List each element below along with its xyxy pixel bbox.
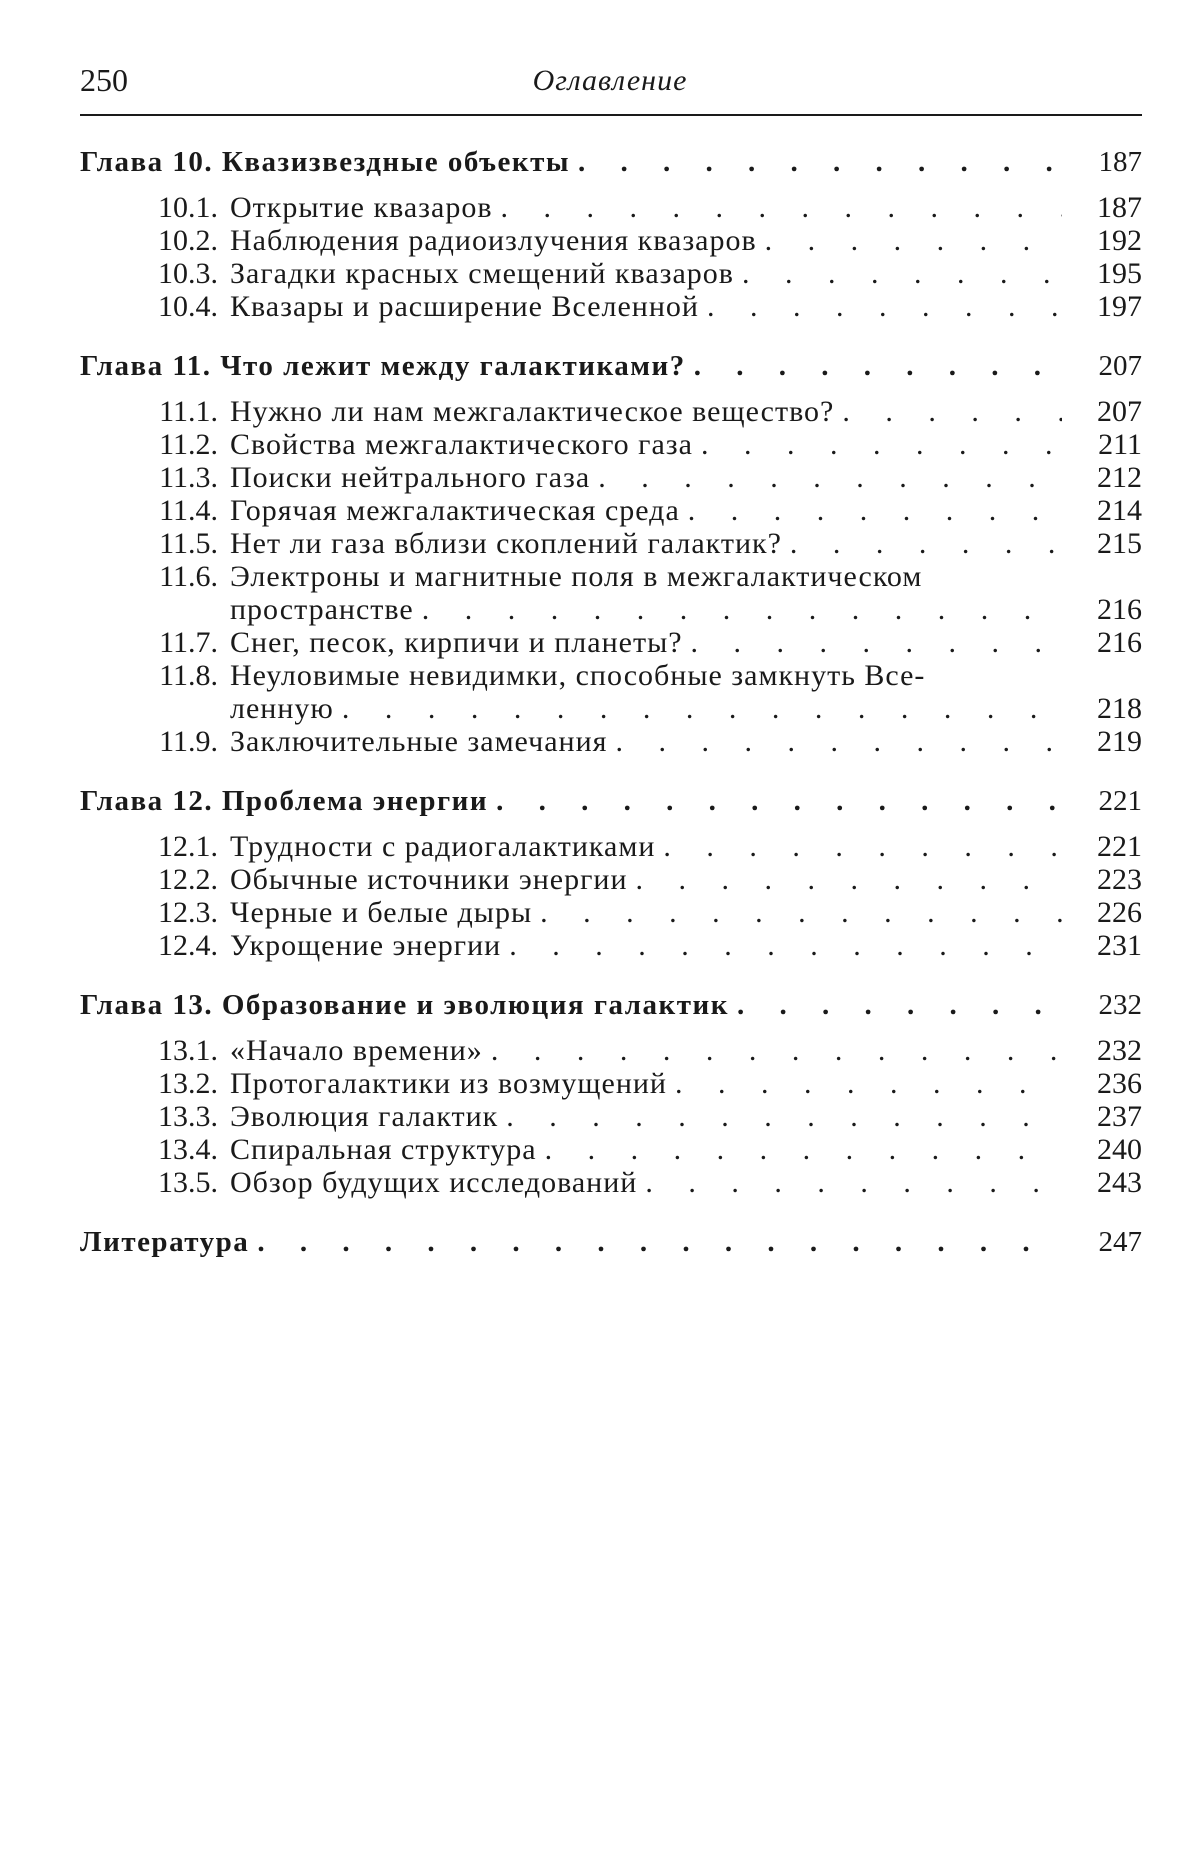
page-reference: 211 <box>1098 428 1142 461</box>
page-reference: 187 <box>1098 146 1142 178</box>
dot-leader <box>694 350 1062 383</box>
entry-title: ленную <box>230 692 334 725</box>
dot-leader <box>342 692 1062 725</box>
section-entry <box>80 560 1142 593</box>
section-number: 10.4. <box>158 290 218 323</box>
dot-leader <box>540 896 1062 929</box>
section-number: 11.9. <box>159 725 218 758</box>
dot-leader <box>675 1067 1062 1100</box>
chapter-block <box>80 989 1142 1199</box>
section-number: 11.8. <box>159 659 218 692</box>
dot-leader <box>491 1034 1062 1067</box>
dot-leader <box>842 395 1062 428</box>
section-number: 10.2. <box>158 224 218 257</box>
page-reference: 219 <box>1097 725 1142 758</box>
section-entry <box>80 290 1142 323</box>
chapter-block <box>80 785 1142 962</box>
entry-title: Глава 11. Что лежит между галактиками? <box>80 350 686 382</box>
dot-leader <box>737 989 1062 1022</box>
dot-leader <box>422 593 1062 626</box>
section-number: 13.2. <box>158 1067 218 1100</box>
entry-title: Поиски нейтрального газа <box>230 461 591 494</box>
entry-title: Спиральная структура <box>230 1133 537 1166</box>
page-reference: 240 <box>1097 1133 1142 1166</box>
page-reference: 216 <box>1097 593 1142 626</box>
section-number: 11.5. <box>159 527 218 560</box>
page-reference: 207 <box>1098 350 1142 382</box>
chapter-heading <box>80 989 1142 1022</box>
section-entry <box>80 659 1142 692</box>
dot-leader <box>545 1133 1062 1166</box>
section-entry <box>80 461 1142 494</box>
page-header <box>80 62 1140 110</box>
page-reference: 195 <box>1097 257 1142 290</box>
entry-title: Трудности с радиогалактиками <box>230 830 656 863</box>
entry-title: Свойства межгалактического газа <box>230 428 693 461</box>
entry-title: Черные и белые дыры <box>230 896 533 929</box>
section-entry <box>80 428 1142 461</box>
entry-title: Литература <box>80 1226 250 1258</box>
page-reference: 232 <box>1097 1034 1142 1067</box>
entry-title: «Начало времени» <box>230 1034 483 1067</box>
section-number: 12.4. <box>158 929 218 962</box>
entry-title: Загадки красных смещений квазаров <box>230 257 734 290</box>
section-entry <box>80 191 1142 224</box>
section-entry <box>80 896 1142 929</box>
dot-leader <box>688 494 1062 527</box>
literature-entry <box>80 1226 1142 1259</box>
section-number: 11.6. <box>159 560 218 593</box>
page-reference: 212 <box>1097 461 1142 494</box>
section-entry <box>80 1034 1142 1067</box>
entry-title: Глава 12. Проблема энергии <box>80 785 489 817</box>
section-number: 13.5. <box>158 1166 218 1199</box>
page-reference: 207 <box>1097 395 1142 428</box>
section-number: 13.1. <box>158 1034 218 1067</box>
page-reference: 214 <box>1097 494 1142 527</box>
chapter-block <box>80 146 1142 323</box>
section-number: 11.7. <box>159 626 218 659</box>
section-number: 11.1. <box>159 395 218 428</box>
section-entry <box>80 224 1142 257</box>
page-reference: 221 <box>1098 785 1142 817</box>
dot-leader <box>506 1100 1062 1133</box>
page-reference: 232 <box>1098 989 1142 1021</box>
section-entry <box>80 257 1142 290</box>
dot-leader <box>598 461 1062 494</box>
section-entry <box>80 1133 1142 1166</box>
section-entry <box>80 929 1142 962</box>
page-reference: 237 <box>1097 1100 1142 1133</box>
page-reference: 221 <box>1097 830 1142 863</box>
dot-leader <box>790 527 1062 560</box>
chapter-heading <box>80 785 1142 818</box>
table-of-contents <box>80 146 1142 1259</box>
dot-leader <box>509 929 1062 962</box>
entry-title: Горячая межгалактическая среда <box>230 494 680 527</box>
page-reference: 243 <box>1097 1166 1142 1199</box>
entry-title: Обзор будущих исследований <box>230 1166 638 1199</box>
chapter-heading <box>80 350 1142 383</box>
page-reference: 215 <box>1097 527 1142 560</box>
entry-title: Обычные источники энергии <box>230 863 628 896</box>
section-number: 12.3. <box>158 896 218 929</box>
entry-title: Снег, песок, кирпичи и планеты? <box>230 626 683 659</box>
entry-title: Электроны и магнитные поля в межгалактическом <box>230 560 923 593</box>
section-number: 13.3. <box>158 1100 218 1133</box>
entry-title: Неуловимые невидимки, способные замкнуть Все- <box>230 659 926 692</box>
entry-title: Эволюция галактик <box>230 1100 499 1133</box>
entry-title: Открытие квазаров <box>230 191 493 224</box>
entry-title: Заключительные замечания <box>230 725 608 758</box>
entry-title: Квазары и расширение Вселенной <box>230 290 699 323</box>
page-reference: 218 <box>1097 692 1142 725</box>
dot-leader <box>742 257 1062 290</box>
page-reference: 197 <box>1097 290 1142 323</box>
entry-title: Укрощение энергии <box>230 929 502 962</box>
section-entry <box>80 626 1142 659</box>
dot-leader <box>691 626 1062 659</box>
section-number: 11.4. <box>159 494 218 527</box>
dot-leader <box>257 1226 1062 1259</box>
dot-leader <box>707 290 1062 323</box>
page-number: 250 <box>80 62 128 98</box>
entry-title: Глава 13. Образование и эволюция галактик <box>80 989 729 1021</box>
dot-leader <box>615 725 1062 758</box>
section-entry <box>80 395 1142 428</box>
section-entry-continued <box>80 692 1142 725</box>
dot-leader <box>765 224 1062 257</box>
section-number: 10.3. <box>158 257 218 290</box>
section-entry <box>80 1166 1142 1199</box>
literature-block <box>80 1226 1142 1259</box>
section-number: 12.2. <box>158 863 218 896</box>
section-number: 13.4. <box>158 1133 218 1166</box>
section-number: 11.2. <box>159 428 218 461</box>
section-entry <box>80 863 1142 896</box>
page-reference: 192 <box>1097 224 1142 257</box>
section-number: 12.1. <box>158 830 218 863</box>
entry-title: Нет ли газа вблизи скоплений галактик? <box>230 527 782 560</box>
entry-title: Нужно ли нам межгалактическое вещество? <box>230 395 835 428</box>
page-reference: 223 <box>1097 863 1142 896</box>
section-entry-continued <box>80 593 1142 626</box>
section-entry <box>80 1067 1142 1100</box>
entry-title: Глава 10. Квазизвездные объекты <box>80 146 571 178</box>
page-reference: 247 <box>1098 1226 1142 1258</box>
dot-leader <box>645 1166 1062 1199</box>
entry-title: Протогалактики из возмущений <box>230 1067 667 1100</box>
header-divider <box>80 114 1142 116</box>
section-entry <box>80 1100 1142 1133</box>
page-reference: 216 <box>1097 626 1142 659</box>
entry-title: Наблюдения радиоизлучения квазаров <box>230 224 757 257</box>
chapter-block <box>80 350 1142 758</box>
page-reference: 231 <box>1097 929 1142 962</box>
dot-leader <box>701 428 1062 461</box>
section-entry <box>80 725 1142 758</box>
page-reference: 187 <box>1097 191 1142 224</box>
section-entry <box>80 494 1142 527</box>
running-title: Оглавление <box>532 64 688 97</box>
page-reference: 226 <box>1097 896 1142 929</box>
section-entry <box>80 830 1142 863</box>
dot-leader <box>500 191 1062 224</box>
dot-leader <box>663 830 1062 863</box>
chapter-heading <box>80 146 1142 179</box>
dot-leader <box>578 146 1062 179</box>
section-number: 11.3. <box>159 461 218 494</box>
page-reference: 236 <box>1097 1067 1142 1100</box>
entry-title: пространстве <box>230 593 414 626</box>
dot-leader <box>636 863 1063 896</box>
section-number: 10.1. <box>158 191 218 224</box>
section-entry <box>80 527 1142 560</box>
dot-leader <box>496 785 1062 818</box>
